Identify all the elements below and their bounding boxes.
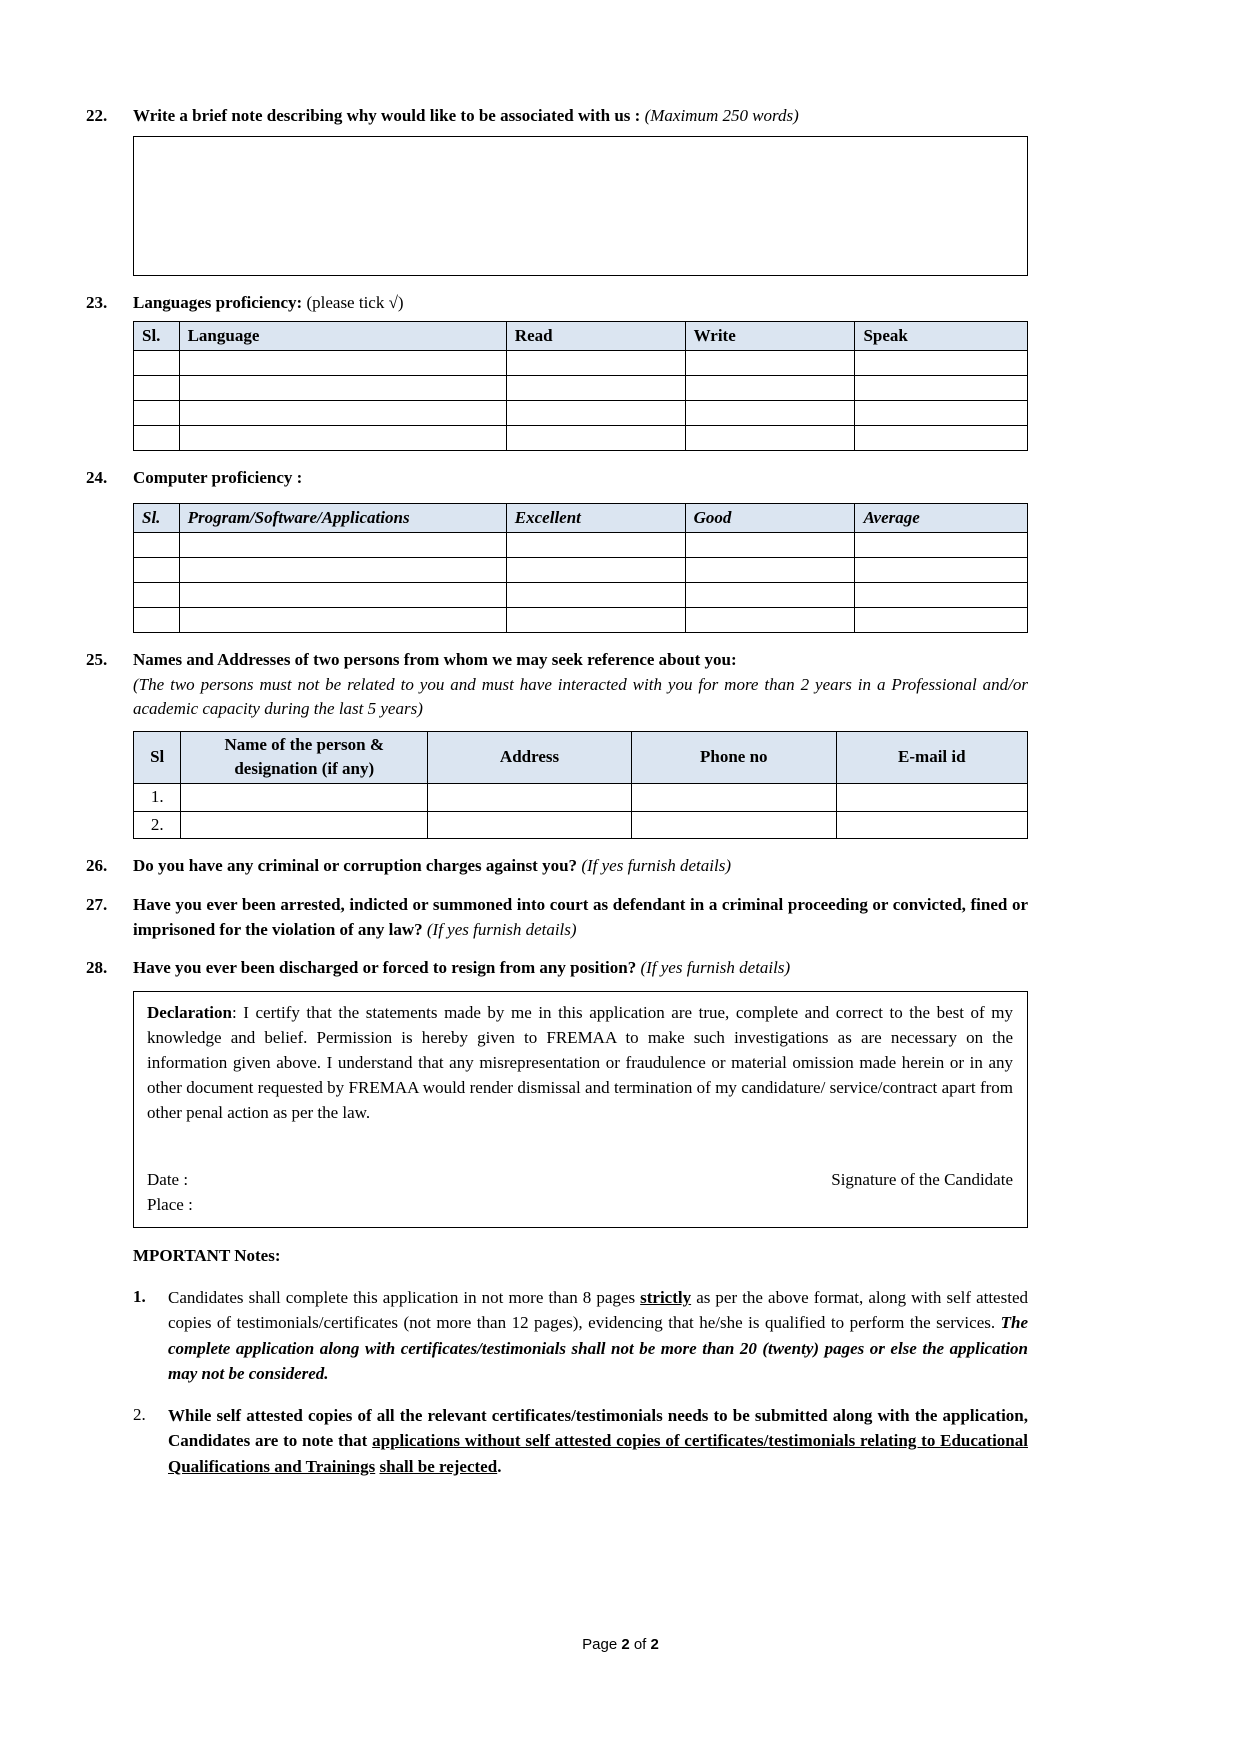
- question-26-label: Do you have any criminal or corruption charges against you?: [133, 856, 582, 876]
- question-26-hint: (If yes furnish details): [581, 856, 731, 876]
- column-header-read: Read: [506, 322, 685, 351]
- table-row: [134, 401, 1028, 426]
- empty-cell: [134, 351, 180, 376]
- question-28: [86, 956, 1028, 1495]
- note-2: [133, 1403, 1028, 1480]
- empty-cell: [836, 811, 1027, 839]
- empty-cell: [685, 426, 855, 451]
- languages-proficiency-table: [133, 321, 1028, 451]
- empty-cell: [855, 351, 1028, 376]
- table-row: [134, 426, 1028, 451]
- empty-cell: [179, 401, 506, 426]
- important-notes-section: [133, 1244, 1028, 1479]
- note-2-segment: While self attested copies of all the relevant certificates/testimonials needs to be submitted along with the application, Candidates are to note that: [168, 1405, 1028, 1451]
- empty-cell: [179, 557, 506, 582]
- empty-cell: [506, 351, 685, 376]
- empty-cell: [685, 376, 855, 401]
- row-label: 1.: [134, 784, 181, 812]
- question-24-body: [133, 466, 1028, 633]
- empty-cell: [506, 607, 685, 632]
- empty-cell: [179, 376, 506, 401]
- empty-cell: [631, 784, 836, 812]
- empty-cell: [855, 426, 1028, 451]
- column-header-address: Address: [428, 731, 632, 783]
- empty-cell: [685, 582, 855, 607]
- table-row: [134, 557, 1028, 582]
- empty-cell: [506, 401, 685, 426]
- note-1-emphasis: The complete application along with certificates/testimonials shall not be more than 20 (twenty) pages or else the application may not be considered.: [168, 1313, 1028, 1384]
- empty-cell: [855, 376, 1028, 401]
- note-1-text: [168, 1285, 1028, 1387]
- empty-cell: [134, 532, 180, 557]
- empty-cell: [134, 426, 180, 451]
- column-header-average: Average: [855, 503, 1028, 532]
- table-row: [134, 784, 1028, 812]
- empty-cell: [685, 532, 855, 557]
- date-place-block: [147, 1168, 193, 1217]
- empty-cell: [134, 401, 180, 426]
- empty-cell: [855, 401, 1028, 426]
- question-22-body: [133, 104, 1028, 276]
- empty-cell: [179, 582, 506, 607]
- empty-cell: [179, 532, 506, 557]
- question-23-number: 23.: [86, 292, 108, 312]
- question-23: [86, 291, 1028, 452]
- question-25-hint: (The two persons must not be related to you and must have interacted with you for more than 2 years in a Professional and/or academic capacity during the last 5 years): [133, 674, 1028, 719]
- question-27-hint: (If yes furnish details): [426, 919, 577, 939]
- date-label: Date :: [147, 1169, 189, 1189]
- table-row: [134, 811, 1028, 839]
- question-24-number: 24.: [86, 468, 108, 488]
- references-table: [133, 731, 1028, 840]
- note-2-number: 2.: [133, 1404, 146, 1424]
- empty-cell: [506, 426, 685, 451]
- empty-cell: [506, 376, 685, 401]
- question-28-label: Have you ever been discharged or forced to resign from any position?: [133, 958, 641, 978]
- page-footer: [0, 1634, 1241, 1656]
- question-25: [86, 648, 1028, 839]
- table-row: [134, 607, 1028, 632]
- empty-cell: [428, 784, 632, 812]
- question-24: [86, 466, 1028, 633]
- empty-cell: [506, 532, 685, 557]
- question-27-label: Have you ever been arrested, indicted or summoned into court as defendant in a criminal proceeding or convicted, fined or imprisoned for the violation of any law?: [133, 895, 1028, 939]
- question-22: [86, 104, 1028, 276]
- declaration-bottom: [147, 1168, 1013, 1217]
- empty-cell: [855, 607, 1028, 632]
- question-25-number: 25.: [86, 649, 108, 669]
- empty-cell: [685, 607, 855, 632]
- column-header-sl: Sl.: [134, 322, 180, 351]
- question-27: [86, 893, 1028, 942]
- question-28-number: 28.: [86, 958, 108, 978]
- column-header-sl: Sl: [134, 731, 181, 783]
- question-22-label: Write a brief note describing why would like to be associated with us :: [133, 106, 645, 125]
- column-header-program: Program/Software/Applications: [179, 503, 506, 532]
- question-24-label: Computer proficiency :: [133, 468, 303, 488]
- column-header-phone: Phone no: [631, 731, 836, 783]
- empty-cell: [181, 784, 428, 812]
- empty-cell: [685, 401, 855, 426]
- empty-cell: [428, 811, 632, 839]
- footer-page-word: Page: [582, 1636, 622, 1653]
- footer-current-page: 2: [621, 1636, 630, 1653]
- column-header-excellent: Excellent: [506, 503, 685, 532]
- empty-cell: [179, 426, 506, 451]
- question-23-label: Languages proficiency:: [133, 292, 307, 312]
- note-2-rejected: shall be rejected: [379, 1456, 498, 1476]
- empty-cell: [836, 784, 1027, 812]
- row-label: 2.: [134, 811, 181, 839]
- empty-cell: [134, 376, 180, 401]
- note-2-underlined: applications without self attested copies of certificates/testimonials relating to Educational Qualifications and Trainings: [168, 1431, 1028, 1476]
- question-25-body: [133, 648, 1028, 839]
- question-22-answer-box: [133, 136, 1028, 276]
- note-1-strictly: strictly: [640, 1287, 692, 1307]
- question-22-number: 22.: [86, 106, 108, 125]
- column-header-good: Good: [685, 503, 855, 532]
- empty-cell: [179, 607, 506, 632]
- question-28-body: [133, 956, 1028, 1495]
- declaration-body: : I certify that the statements made by me in this application are true, complete and correct to the best of my knowledge and belief. Permission is hereby given to FREMAA to make such investigations as are necessary on the information given above. I understand that any misrepresentation or fraudulence or material omission made herein or in any other document requested by FREMAA would render dismissal and termination of my candidature/ service/contract apart from other penal action as per the law.: [147, 1002, 1013, 1122]
- empty-cell: [134, 557, 180, 582]
- note-2-period: .: [497, 1456, 502, 1476]
- empty-cell: [685, 351, 855, 376]
- column-header-email: E-mail id: [836, 731, 1027, 783]
- note-2-text: [168, 1403, 1028, 1480]
- computer-proficiency-table: [133, 503, 1028, 633]
- place-label: Place :: [147, 1194, 193, 1214]
- empty-cell: [685, 557, 855, 582]
- question-27-number: 27.: [86, 895, 108, 915]
- question-22-hint: (Maximum 250 words): [644, 106, 799, 125]
- empty-cell: [179, 351, 506, 376]
- note-1: [133, 1285, 1028, 1387]
- declaration-spacer: [147, 1126, 1013, 1168]
- column-header-name-designation: Name of the person & designation (if any): [181, 731, 428, 783]
- question-26-body: [133, 854, 1028, 879]
- empty-cell: [134, 607, 180, 632]
- table-header-row: [134, 731, 1028, 783]
- declaration-box: [133, 991, 1028, 1228]
- table-header-row: [134, 322, 1028, 351]
- empty-cell: [855, 582, 1028, 607]
- empty-cell: [855, 532, 1028, 557]
- note-1-segment: Candidates shall complete this application in not more than 8 pages: [168, 1287, 641, 1307]
- table-row: [134, 351, 1028, 376]
- signature-label: Signature of the Candidate: [831, 1169, 1013, 1189]
- form-content: [86, 104, 1028, 1495]
- empty-cell: [631, 811, 836, 839]
- column-header-speak: Speak: [855, 322, 1028, 351]
- column-header-language: Language: [179, 322, 506, 351]
- question-28-hint: (If yes furnish details): [640, 958, 791, 978]
- empty-cell: [855, 557, 1028, 582]
- empty-cell: [506, 557, 685, 582]
- empty-cell: [506, 582, 685, 607]
- question-26-number: 26.: [86, 856, 108, 876]
- question-23-body: [133, 291, 1028, 452]
- column-header-sl: Sl.: [134, 503, 180, 532]
- note-1-segment: as per the above format, along with self attested copies of testimonials/certificates (not more than 12 pages), evidencing that he/she is qualified to perform the services.: [168, 1287, 1028, 1333]
- footer-of-word: of: [629, 1636, 651, 1653]
- question-23-hint: (please tick √): [306, 292, 404, 312]
- question-26: [86, 854, 1028, 879]
- table-header-row: [134, 503, 1028, 532]
- important-notes-title: MPORTANT Notes:: [133, 1246, 281, 1266]
- note-1-number: 1.: [133, 1286, 146, 1306]
- footer-total-pages: 2: [650, 1636, 659, 1653]
- question-25-label: Names and Addresses of two persons from whom we may seek reference about you:: [133, 649, 737, 669]
- empty-cell: [181, 811, 428, 839]
- question-27-body: [133, 893, 1028, 942]
- declaration-text: [147, 1001, 1013, 1126]
- column-header-write: Write: [685, 322, 855, 351]
- table-row: [134, 532, 1028, 557]
- table-row: [134, 376, 1028, 401]
- table-row: [134, 582, 1028, 607]
- declaration-title: Declaration: [147, 1002, 232, 1022]
- empty-cell: [134, 582, 180, 607]
